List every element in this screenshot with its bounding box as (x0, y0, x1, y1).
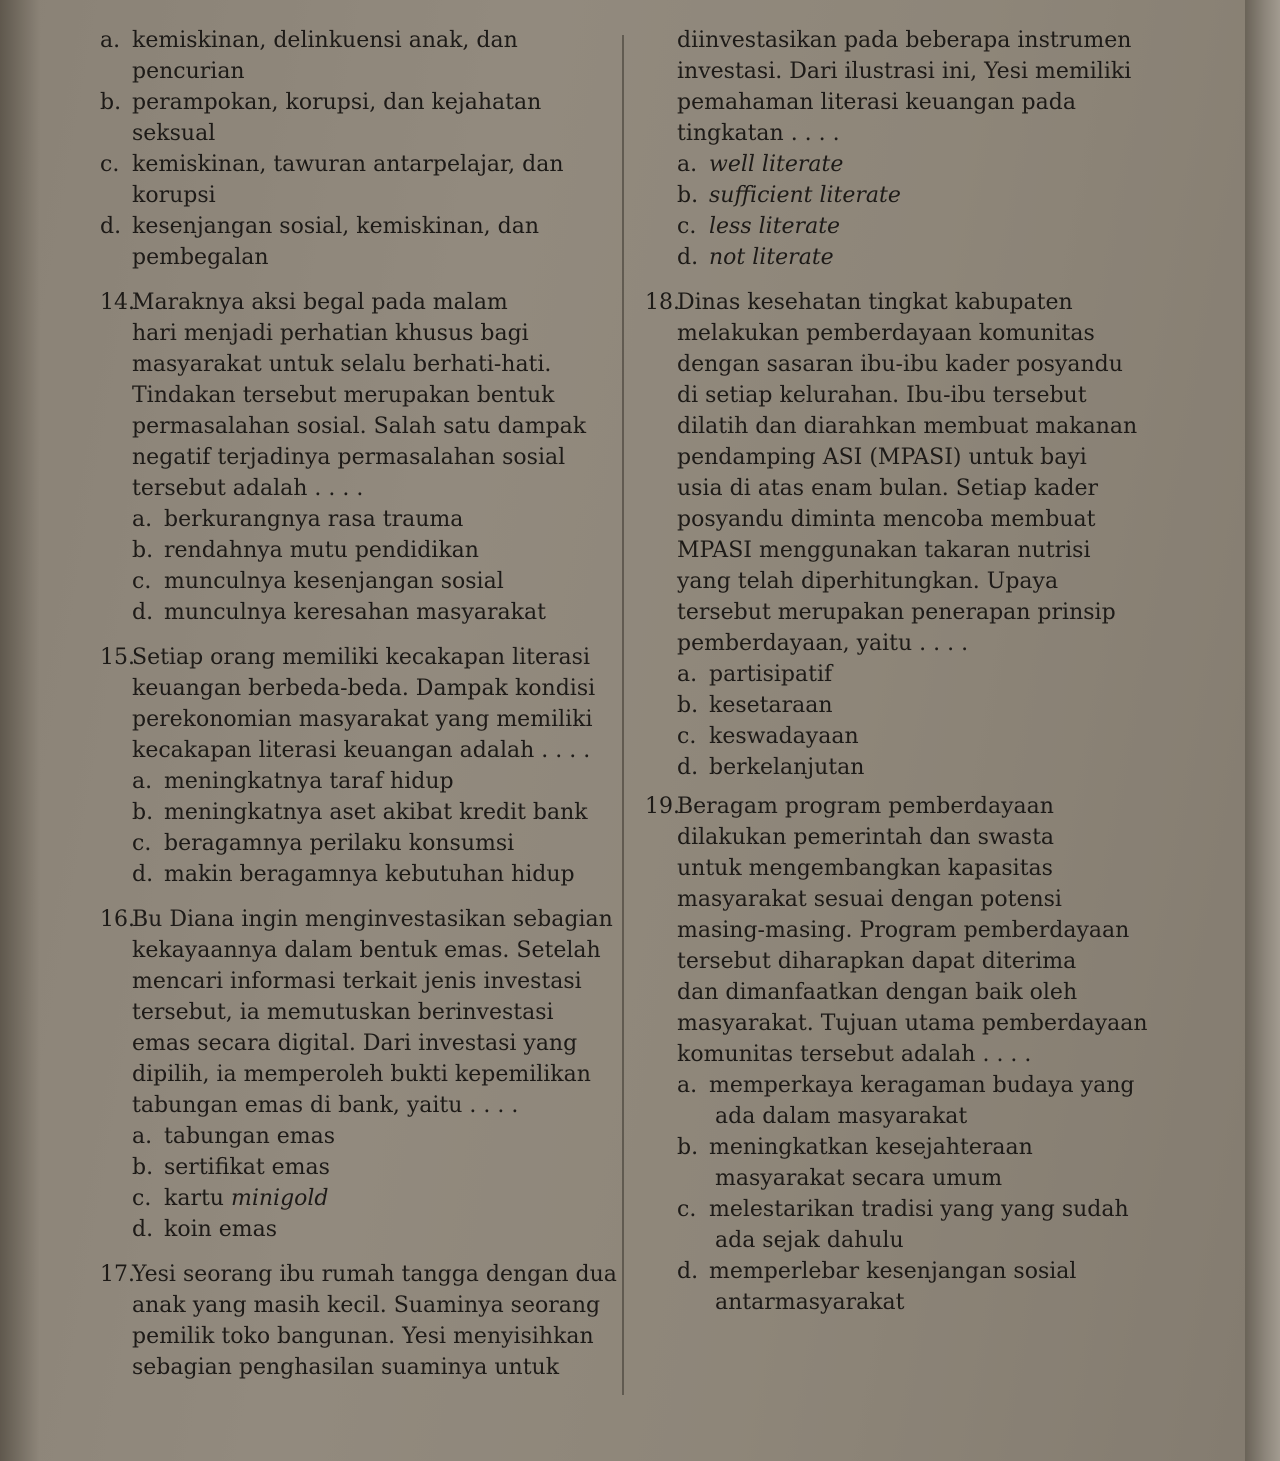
q15-stem-line: 15.Setiap orang memiliki kecakapan literasi (100, 642, 615, 673)
question-18 (645, 287, 1180, 783)
q18-option-b: b. kesetaraan (677, 693, 833, 718)
q19-stem-line: tersebut diharapkan dapat diterima (677, 949, 1077, 974)
q16-stem-line: emas secara digital. Dari investasi yang (132, 1031, 578, 1056)
q16-stem-line: tabungan emas di bank, yaitu . . . . (132, 1093, 519, 1118)
q14-option-a: a. berkurangnya rasa trauma (132, 507, 464, 532)
q18-option-a: a. partisipatif (677, 662, 833, 687)
q14-stem-line: masyarakat untuk selalu berhati-hati. (132, 352, 552, 377)
page-left-shadow (0, 0, 40, 1461)
q14-stem-line: hari menjadi perhatian khusus bagi (132, 321, 529, 346)
q17-stem-line: sebagian penghasilan suaminya untuk (132, 1355, 560, 1380)
q18-stem-line: MPASI menggunakan takaran nutrisi (677, 538, 1091, 563)
left-column (100, 25, 615, 1383)
q17-stem-line: pemilik toko bangunan. Yesi menyisihkan (132, 1324, 594, 1349)
q16-option-a: a. tabungan emas (132, 1124, 336, 1149)
q19-option-c: c. melestarikan tradisi yang yang sudah (677, 1197, 1129, 1222)
q17-option-c: c. less literate (677, 214, 841, 239)
page-right-edge (1245, 0, 1280, 1461)
q18-stem-line: usia di atas enam bulan. Setiap kader (677, 476, 1099, 501)
q14-stem-line: tersebut adalah . . . . (132, 476, 364, 501)
q19-option-a-cont: ada dalam masyarakat (715, 1104, 968, 1129)
question-17 (100, 1259, 615, 1383)
question-14 (100, 287, 615, 628)
question-15 (100, 642, 615, 890)
q13-option-c-cont: korupsi (132, 183, 216, 208)
q14-stem-line: Tindakan tersebut merupakan bentuk (132, 383, 555, 408)
q19-option-d: d. memperlebar kesenjangan sosial (677, 1259, 1077, 1284)
q13-option-a-cont: pencurian (132, 59, 245, 84)
q18-option-d: d. berkelanjutan (677, 755, 865, 780)
q13-option-d: d. kesenjangan sosial, kemiskinan, dan (100, 214, 540, 239)
q15-option-a: a. meningkatnya taraf hidup (132, 769, 454, 794)
q16-option-d: d. koin emas (132, 1217, 278, 1242)
q19-stem-line: untuk mengembangkan kapasitas (677, 856, 1053, 881)
question-17-continued (645, 25, 1180, 273)
q19-option-c-cont: ada sejak dahulu (715, 1228, 904, 1253)
q17-stem-line: pemahaman literasi keuangan pada (677, 90, 1076, 115)
q19-stem-line: masyarakat sesuai dengan potensi (677, 887, 1062, 912)
q19-option-b: b. meningkatkan kesejahteraan (677, 1135, 1033, 1160)
question-number: 18. (645, 290, 680, 315)
q18-stem-line: tersebut merupakan penerapan prinsip (677, 600, 1116, 625)
q17-option-a: a. well literate (677, 152, 844, 177)
q14-option-b: b. rendahnya mutu pendidikan (132, 538, 479, 563)
q19-stem-line: dan dimanfaatkan dengan baik oleh (677, 980, 1078, 1005)
q16-stem-line: dipilih, ia memperoleh bukti kepemilikan (132, 1062, 591, 1087)
q17-stem-line: anak yang masih kecil. Suaminya seorang (132, 1293, 601, 1318)
question-19 (645, 791, 1180, 1318)
q13-option-a: a. kemiskinan, delinkuensi anak, dan (100, 28, 518, 53)
q13-options (100, 25, 615, 273)
q17-stem-line: 17.Yesi seorang ibu rumah tangga dengan dua (100, 1259, 615, 1290)
q19-stem-line: masyarakat. Tujuan utama pemberdayaan (677, 1011, 1148, 1036)
q14-option-c: c. munculnya kesenjangan sosial (132, 569, 504, 594)
q18-option-c: c. keswadayaan (677, 724, 859, 749)
question-number: 15. (100, 645, 135, 670)
q17-stem-line: tingkatan . . . . (677, 121, 840, 146)
question-number: 17. (100, 1262, 135, 1287)
question-number: 16. (100, 907, 135, 932)
q18-stem-line: melakukan pemberdayaan komunitas (677, 321, 1095, 346)
q15-option-d: d. makin beragamnya kebutuhan hidup (132, 862, 575, 887)
q18-stem-line: 18.Dinas kesehatan tingkat kabupaten (645, 287, 1180, 318)
q16-option-c: c. kartu minigold (132, 1186, 329, 1211)
q18-stem-line: dilatih dan diarahkan membuat makanan (677, 414, 1138, 439)
q16-stem-line: mencari informasi terkait jenis investasi (132, 969, 582, 994)
q18-stem-line: pendamping ASI (MPASI) untuk bayi (677, 445, 1087, 470)
question-number: 14. (100, 290, 135, 315)
q13-option-c: c. kemiskinan, tawuran antarpelajar, dan (100, 152, 564, 177)
q19-option-b-cont: masyarakat secara umum (715, 1166, 1003, 1191)
q15-option-c: c. beragamnya perilaku konsumsi (132, 831, 515, 856)
q19-option-a: a. memperkaya keragaman budaya yang (677, 1073, 1135, 1098)
q17-stem-line: investasi. Dari ilustrasi ini, Yesi memiliki (677, 59, 1132, 84)
q19-stem-line: masing-masing. Program pemberdayaan (677, 918, 1130, 943)
q15-option-b: b. meningkatnya aset akibat kredit bank (132, 800, 588, 825)
q18-stem-line: dengan sasaran ibu-ibu kader posyandu (677, 352, 1123, 377)
column-divider (622, 35, 624, 1395)
q14-stem-line: 14.Maraknya aksi begal pada malam (100, 287, 615, 318)
q15-stem-line: perekonomian masyarakat yang memiliki (132, 707, 593, 732)
q13-option-b: b. perampokan, korupsi, dan kejahatan (100, 90, 542, 115)
q19-stem-line: 19.Beragam program pemberdayaan (645, 791, 1180, 822)
q14-stem-line: permasalahan sosial. Salah satu dampak (132, 414, 587, 439)
q16-stem-line: 16.Bu Diana ingin menginvestasikan sebagian (100, 904, 615, 935)
q19-option-d-cont: antarmasyarakat (715, 1290, 905, 1315)
q17-option-d: d. not literate (677, 245, 834, 270)
q17-stem-line: diinvestasikan pada beberapa instrumen (677, 28, 1132, 53)
q14-option-d: d. munculnya keresahan masyarakat (132, 600, 546, 625)
q18-stem-line: yang telah diperhitungkan. Upaya (677, 569, 1059, 594)
q16-stem-line: tersebut, ia memutuskan berinvestasi (132, 1000, 554, 1025)
q17-option-b: b. sufficient literate (677, 183, 901, 208)
q19-stem-line: komunitas tersebut adalah . . . . (677, 1042, 1032, 1067)
q15-stem-line: kecakapan literasi keuangan adalah . . . . (132, 738, 591, 763)
q18-stem-line: di setiap kelurahan. Ibu-ibu tersebut (677, 383, 1087, 408)
q13-option-d-cont: pembegalan (132, 245, 269, 270)
q13-option-b-cont: seksual (132, 121, 216, 146)
q15-stem-line: keuangan berbeda-beda. Dampak kondisi (132, 676, 596, 701)
q18-stem-line: pemberdayaan, yaitu . . . . (677, 631, 969, 656)
question-number: 19. (645, 794, 680, 819)
q14-stem-line: negatif terjadinya permasalahan sosial (132, 445, 566, 470)
q16-stem-line: kekayaannya dalam bentuk emas. Setelah (132, 938, 601, 963)
q18-stem-line: posyandu diminta mencoba membuat (677, 507, 1096, 532)
question-16 (100, 904, 615, 1245)
right-column (645, 25, 1180, 1318)
q16-option-b: b. sertifikat emas (132, 1155, 330, 1180)
q19-stem-line: dilakukan pemerintah dan swasta (677, 825, 1055, 850)
